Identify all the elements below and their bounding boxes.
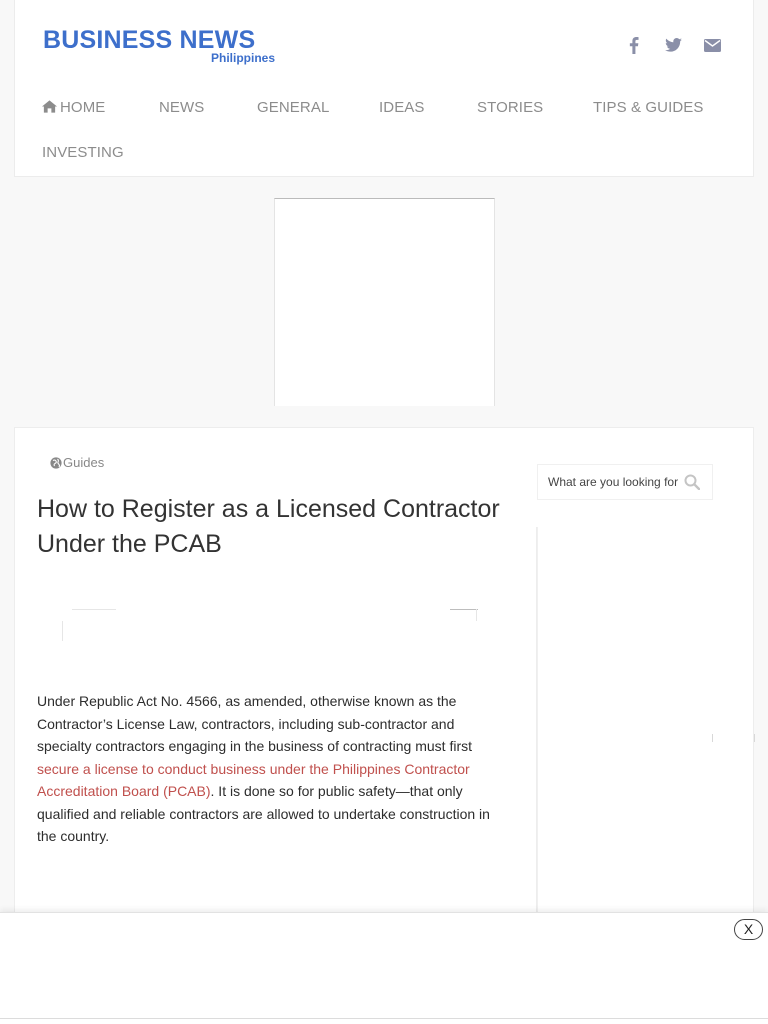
body-text-continued: . It is done so for public safety—that only qualified and reliable contractors are allowed to undertake construction in the country. xyxy=(37,783,490,844)
facebook-icon[interactable] xyxy=(623,34,645,56)
article-title: How to Register as a Licensed Contractor Under the PCAB xyxy=(37,495,500,558)
nav-item-news[interactable]: NEWS xyxy=(159,99,205,116)
category-label: Guides xyxy=(63,455,105,470)
twitter-icon[interactable] xyxy=(662,34,684,56)
search-icon[interactable] xyxy=(684,474,700,495)
article-category[interactable] xyxy=(50,455,104,471)
nav-item-investing[interactable]: INVESTING xyxy=(42,144,124,161)
embedded-media-frame xyxy=(62,609,478,651)
nav-item-tips-guides[interactable]: TIPS & GUIDES xyxy=(593,99,704,116)
nav-item-ideas[interactable]: IDEAS xyxy=(379,99,425,116)
home-icon xyxy=(42,99,57,119)
close-ad-button[interactable]: X xyxy=(734,919,763,940)
site-logo[interactable] xyxy=(43,26,275,68)
logo-wordmark: BUSINESS NEWS xyxy=(43,26,256,54)
envelope-icon[interactable] xyxy=(701,34,723,56)
sidebar-ad-slot[interactable] xyxy=(537,527,713,917)
top-ad-slot[interactable] xyxy=(274,198,495,406)
nav-item-label: HOME xyxy=(60,99,106,116)
logo-tagline: Philippines xyxy=(210,51,275,65)
nav-item-stories[interactable]: STORIES xyxy=(477,99,544,116)
pcab-license-link[interactable]: secure a license to conduct business under the Philippines Contractor Accreditation Board (PCAB) xyxy=(37,760,470,799)
search-box xyxy=(537,464,713,500)
bottom-sticky-ad[interactable] xyxy=(0,912,768,1024)
body-text-intro: Under Republic Act No. 4566, as amended, otherwise known as the Contractor’s License Law, contractors, including sub-contractor and specialty contractors engaging in the business of contracting must first xyxy=(37,693,472,754)
nav-item-general[interactable]: GENERAL xyxy=(257,99,330,116)
nav-item-home[interactable] xyxy=(42,98,105,119)
site-header xyxy=(14,0,754,177)
article-body xyxy=(37,690,505,848)
search-input[interactable] xyxy=(538,465,678,499)
globe-icon xyxy=(50,457,62,469)
